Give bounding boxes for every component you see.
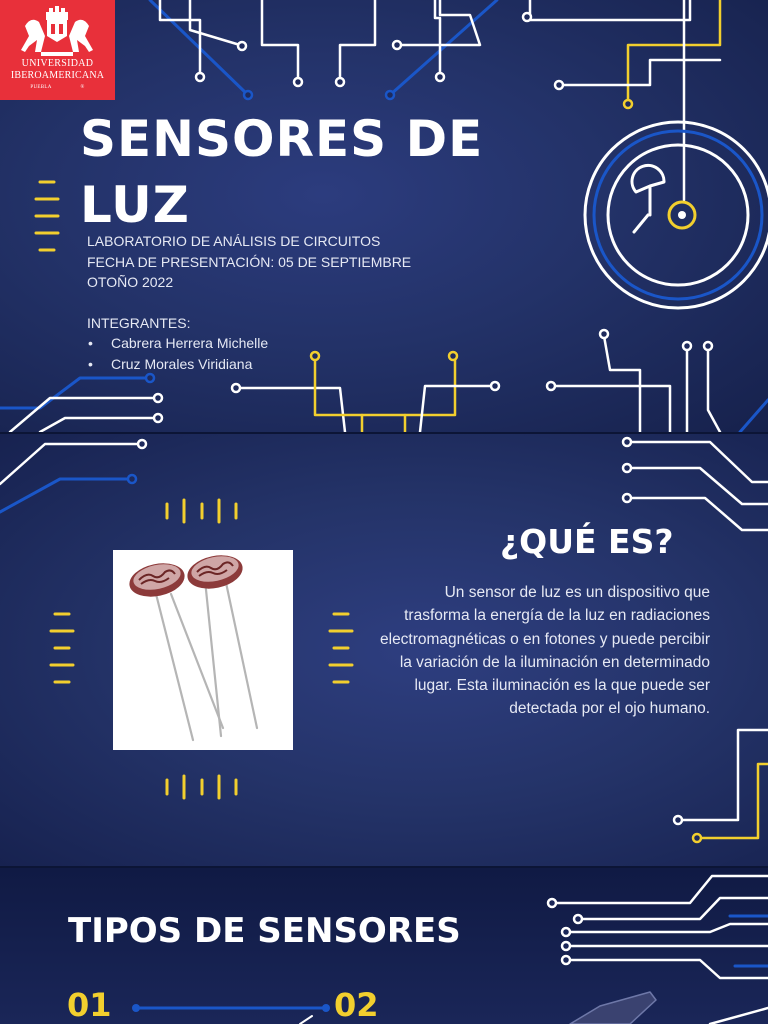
members-list [87, 333, 411, 374]
photoresistor-image [113, 550, 293, 750]
lab-name: LABORATORIO DE ANÁLISIS DE CIRCUITOS [87, 233, 381, 249]
presentation-info [87, 231, 411, 374]
type-number-2: 02 [334, 986, 379, 1024]
university-seal-icon [21, 6, 93, 58]
photoresistor-image [113, 550, 293, 750]
slide-sensor-types [0, 868, 768, 1024]
presentation-title: SENSORES DE LUZ [80, 110, 484, 234]
member-item: • Cabrera Herrera Michelle [87, 333, 411, 354]
registered-mark: ® [80, 85, 85, 90]
definition-text: Un sensor de luz es un dispositivo que trasforma la energía de la luz en radiaciones electromagnéticas o en fotones y puede percibir la variación de la iluminación en determinado lugar. Esta iluminación es la que puede ser detectada por el ojo humano. [380, 584, 711, 718]
slide-title [0, 0, 768, 432]
university-logo [0, 0, 115, 100]
logo-text-puebla: PUEBLA ® [30, 85, 85, 90]
section-title-types: TIPOS DE SENSORES [68, 911, 461, 951]
slide-what-is [0, 434, 768, 866]
type-number-1: 01 [67, 986, 112, 1024]
member-item: • Cruz Morales Viridiana [87, 354, 411, 375]
term: OTOÑO 2022 [87, 274, 174, 290]
presentation-date: FECHA DE PRESENTACIÓN: 05 DE SEPTIEMBRE [87, 253, 412, 270]
logo-text-iberoamericana: IBEROAMERICANA [10, 70, 105, 81]
logo-text-university: UNIVERSIDAD [21, 58, 94, 69]
section-title-what-is: ¿QUÉ ES? [500, 522, 674, 561]
members-label: INTEGRANTES: [87, 314, 191, 331]
